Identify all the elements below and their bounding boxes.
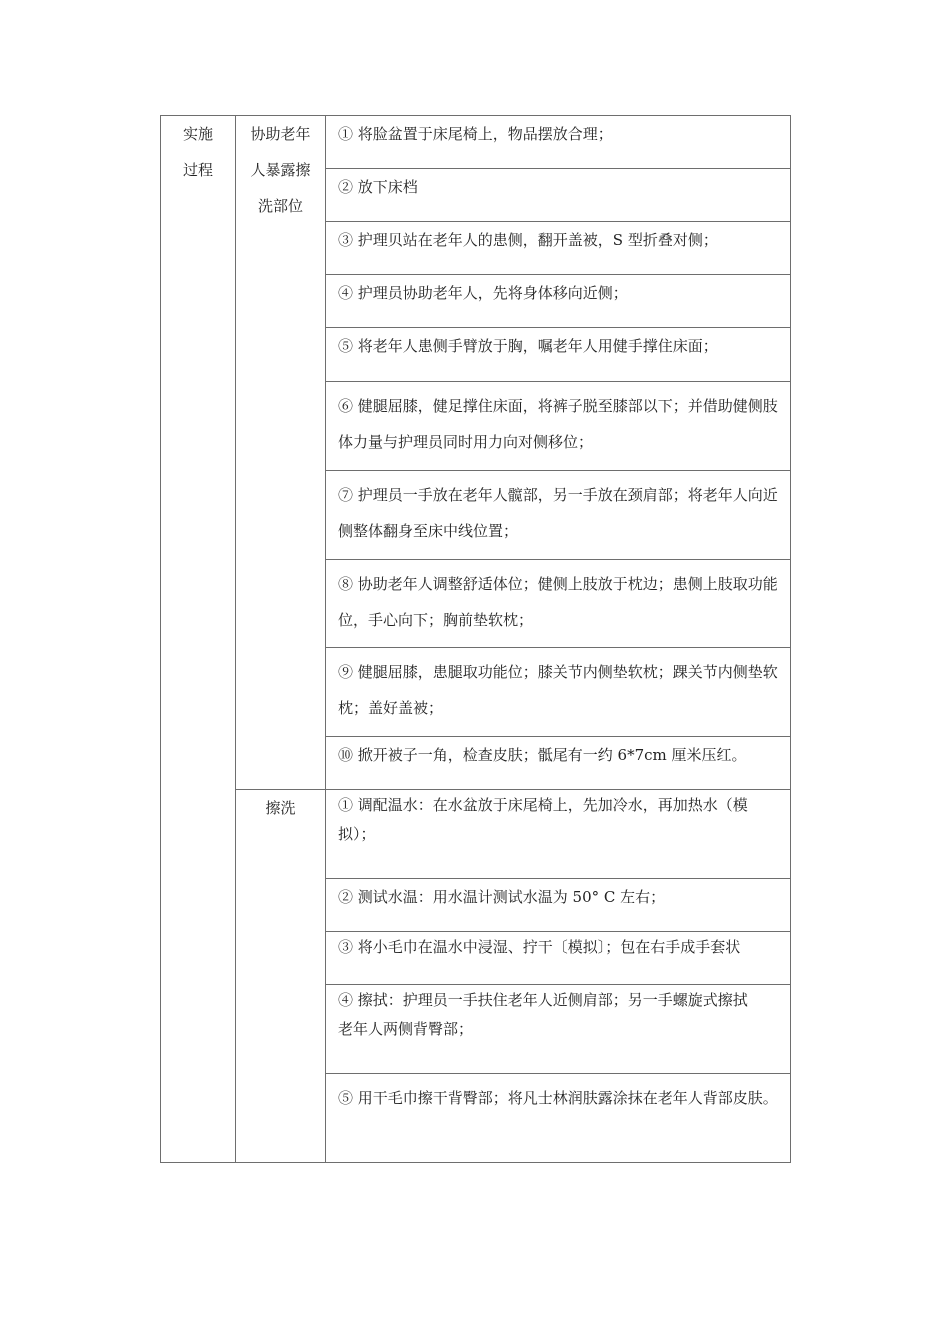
step-cell — [326, 985, 791, 1074]
step-cell — [326, 1074, 791, 1163]
group-label-wash: 擦洗 — [265, 799, 296, 817]
step-text: ⑨ 健腿屈膝，患腿取功能位；膝关节内侧垫软枕；踝关节内侧垫软枕；盖好盖被； — [338, 663, 778, 717]
step-cell — [326, 275, 791, 328]
group-label-expose: 协助老年人暴露擦洗部位 — [250, 125, 311, 215]
step-head: ⑤ 用干毛巾擦干背臀部；将凡士林润肤露涂抹在老年人背部皮肤。 — [338, 1089, 778, 1107]
step-text: ⑦ 护理员一手放在老年人髋部，另一手放在颈肩部；将老年人向近侧整体翻身至床中线位置； — [338, 486, 778, 540]
step-cell — [326, 879, 791, 932]
step-cell — [326, 790, 791, 879]
step-cell — [326, 471, 791, 560]
step-tail: 拟）； — [338, 825, 376, 843]
step-cell — [326, 932, 791, 985]
section-label-cell — [161, 116, 236, 1163]
table-row — [161, 116, 791, 169]
step-head: ① 调配温水：在水盆放于床尾椅上，先加冷水，再加热水（模 — [338, 796, 748, 814]
step-text: ⑩ 掀开被子一角，检查皮肤；骶尾有一约 6*7cm 厘米压红。 — [338, 746, 747, 764]
step-cell — [326, 737, 791, 790]
step-text: ⑥ 健腿屈膝，健足撑住床面，将裤子脱至膝部以下；并借助健侧肢体力量与护理员同时用力向对侧移位； — [338, 397, 778, 451]
group-label-cell — [236, 790, 326, 1163]
table-row — [161, 790, 791, 879]
step-text — [326, 932, 790, 958]
step-text — [326, 879, 790, 915]
step-text: ⑧ 协助老年人调整舒适体位；健侧上肢放于枕边；患侧上肢取功能位，手心向下；胸前垫软枕； — [338, 575, 778, 629]
step-text — [326, 1074, 790, 1116]
step-text — [326, 790, 790, 852]
step-text: ① 将脸盆置于床尾椅上，物品摆放合理； — [338, 125, 613, 143]
step-text: ② 放下床档 — [338, 178, 418, 196]
step-cell — [326, 169, 791, 222]
procedure-table — [160, 115, 791, 1163]
step-cell — [326, 560, 791, 648]
step-head: ② 测试水温：用水温计测试水温为 50° C 左右； — [338, 888, 666, 906]
step-tail: 老年人两侧背臀部； — [338, 1020, 474, 1038]
step-cell — [326, 116, 791, 169]
step-head: ④ 擦拭：护理员一手扶住老年人近侧肩部；另一手螺旋式擦拭 — [338, 991, 748, 1009]
step-cell — [326, 222, 791, 275]
step-text — [326, 985, 790, 1047]
step-cell — [326, 648, 791, 737]
section-label: 实施过程 — [182, 125, 213, 179]
step-text: ③ 护理贝站在老年人的患侧，翻开盖被，S 型折叠对侧； — [338, 231, 718, 249]
step-cell — [326, 382, 791, 471]
group-label-cell — [236, 116, 326, 790]
step-head: ③ 将小毛巾在温水中浸湿、拧干〔模拟〕；包在右手成手套状 — [338, 938, 741, 956]
step-text: ⑤ 将老年人患侧手臂放于胸，嘱老年人用健手撑住床面； — [338, 337, 718, 355]
step-text: ④ 护理员协助老年人，先将身体移向近侧； — [338, 284, 628, 302]
step-cell — [326, 328, 791, 382]
